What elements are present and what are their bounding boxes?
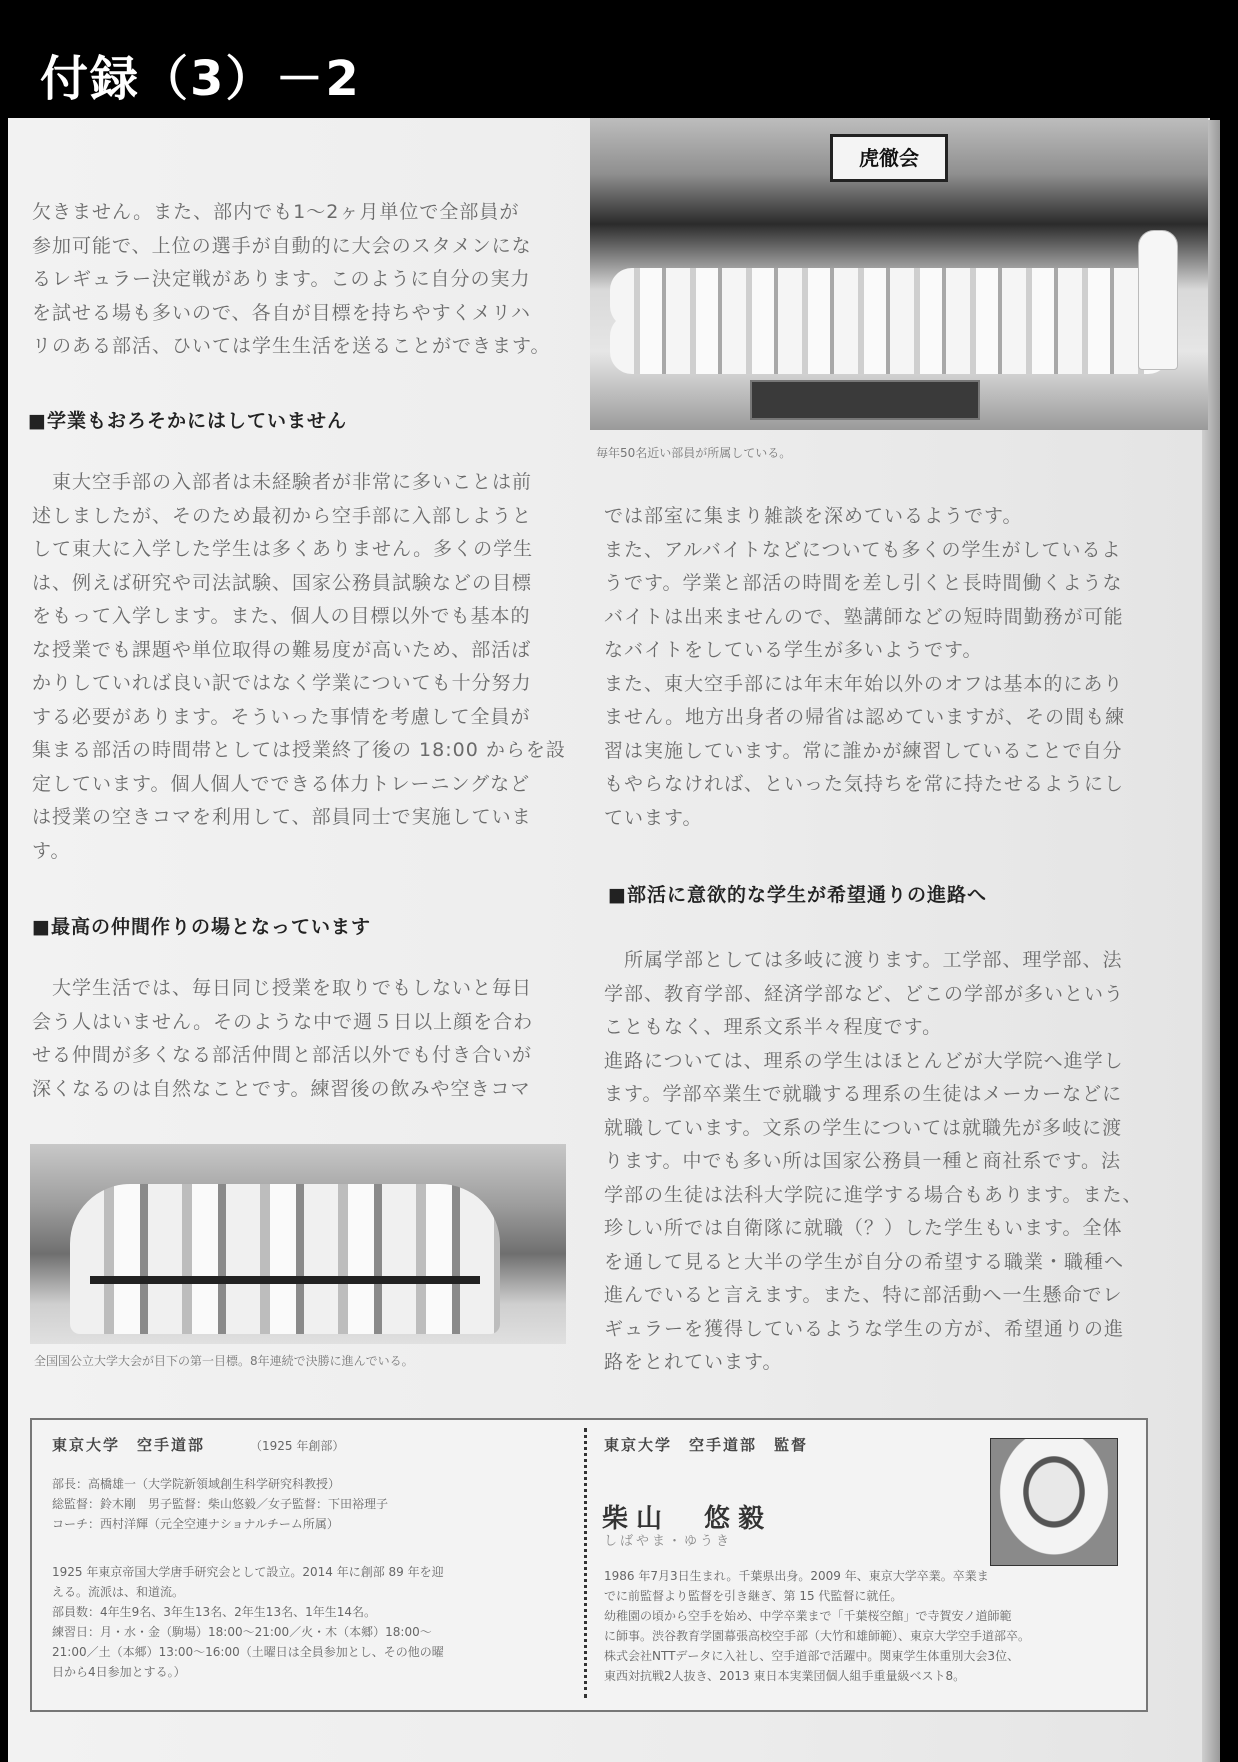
club-founded: （1925 年創部） <box>250 1439 345 1453</box>
huddle-photo <box>30 1144 566 1344</box>
photo-top-caption: 毎年50名近い部員が所属している。 <box>596 446 792 460</box>
section-body-friends: 大学生活では、毎日同じ授業を取りでもしないと毎日 会う人はいません。そのような中で週５日以上顔を合わ せる仲間が多くなる部活仲間と部活以外でも付き合いが 深くなるのは自然なことです。練習後の飲みや空きコマ <box>32 977 534 1100</box>
left-intro-text: 欠きません。また、部内でも1～2ヶ月単位で全部員が 参加可能で、上位の選手が自動的に大会のスタメンにな るレギュラー決定戦があります。このように自分の実力 を試せる場も多いので、各自が目標を持ちやすくメリハ リのある部活、ひいては学生生活を送ることができます。 <box>32 201 551 357</box>
coach-title: 東京大学 空手道部 監督 <box>604 1436 809 1454</box>
group-front-row <box>610 314 1170 374</box>
dojo-banner: 虎徹会 <box>830 134 948 182</box>
group-photo-top <box>590 118 1208 430</box>
coach-portrait <box>990 1438 1118 1566</box>
section-body-academics: 東大空手部の入部者は未経験者が非常に多いことは前 述しましたが、そのため最初から空手部に入部しようと して東大に入学した学生は多くありません。多くの学生 は、例えば研究や司法試験、国家公務員試験などの目標 をもって入学します。また、個人の目標以外でも基本的 な授業でも課題や単位取得の難易度が高いため、部活ば かりしていれば良い訳ではなく学業についても十分努力 する必要があります。そういった事情を考慮して全員が 集まる部活の時間帯としては授業終了後の 18:00 からを設 定しています。個人個人でできる体力トレーニングなど は授業の空きコマを利用して、部員同士で実施していま す。 <box>32 471 566 862</box>
huddle-group <box>70 1184 500 1334</box>
photo-bottom-caption: 全国国公立大学大会が目下の第一目標。8年連続で決勝に進んでいる。 <box>34 1354 414 1368</box>
info-box-divider <box>584 1428 587 1698</box>
club-staff: 部長：高橋雄一（大学院新領域創生科学研究科教授） 総監督：鈴木剛 男子監督：柴山悠毅／女子監督：下田裕理子 コーチ：西村洋輝（元全空連ナショナルチーム所属） <box>52 1477 389 1531</box>
huddle-belts <box>90 1276 480 1284</box>
right-top-text: では部室に集まり雑談を深めているようです。 また、アルバイトなどについても多くの学生がしているよ うです。学業と部活の時間を差し引くと長時間働くような バイトは出来ませんので、塾講師などの短時間勤務が可能 なバイトをしている学生が多いようです。 また、東大空手部には年末年始以外のオフは基本的にあり ません。地方出身者の帰省は認めていますが、その間も練 習は実施しています。常に誰かが練習していることで自分 もやらなければ、といった気持ちを常に持たせるようにし ています。 <box>604 505 1126 829</box>
section-heading-career: ■部活に意欲的な学生が希望通りの進路へ <box>608 884 987 906</box>
standing-person <box>1138 230 1178 370</box>
section-body-career: 所属学部としては多岐に渡ります。工学部、理学部、法 学部、教育学部、経済学部など、どこの学部が多いという こともなく、理系文系半々程度です。 進路については、理系の学生はほとんどが大学院へ進学し ます。学部卒業生で就職する理系の生徒はメーカーなどに 就職しています。文系の学生については就職先が多岐に渡 ります。中でも多い所は国家公務員一種と商社系です。法 学部の生徒は法科大学院に進学する場合もあります。また、 珍しい所では自衛隊に就職（？）した学生もいます。全体 を通して見ると大半の学生が自分の希望する職業・職種へ 進んでいると言えます。また、特に部活動へ一生懸命でレ ギュラーを獲得しているような学生の方が、希望通りの進 路をとれています。 <box>604 949 1143 1373</box>
club-name: 東京大学 空手道部 <box>52 1436 206 1454</box>
section-heading-academics: ■学業もおろそかにはしていません <box>28 410 347 432</box>
page-header <box>0 0 1238 112</box>
club-details: 1925 年東京帝国大学唐手研究会として設立。2014 年に創部 89 年を迎 える。流派は、和道流。 部員数：4年生9名、3年生13名、2年生13名、1年生14名。 練習日：月・水・金（駒場）18:00～21:00／火・木（本郷）18:00～ 21:00／土（本郷）13:00～16:00（土曜日は全員参加とし、その他の曜 日から4日参加とする。） <box>52 1565 444 1679</box>
mat-banner <box>750 380 980 420</box>
coach-name: 柴山 悠毅 <box>602 1504 773 1534</box>
coach-profile: 1986 年7月3日生まれ。千葉県出身。2009 年、東京大学卒業。卒業ま でに前監督より監督を引き継ぎ、第 15 代監督に就任。 幼稚園の頃から空手を始め、中学卒業まで「千葉桜空館」で寺賀安ノ道師範 に師事。渋谷教育学園幕張高校空手部（大竹和雄師範）、東京大学空手道部卒。 株式会社NTTデータに入社し、空手道部で活躍中。関東学生体重別大会3位、 東西対抗戦2人抜き、2013 東日本実業団個人組手重量級ベスト8。 <box>604 1569 1031 1683</box>
section-heading-friends: ■最高の仲間作りの場となっています <box>32 916 371 938</box>
coach-name-kana: しばやま・ゆうき <box>604 1534 733 1549</box>
page-title: 付録（3）－2 <box>40 51 361 107</box>
